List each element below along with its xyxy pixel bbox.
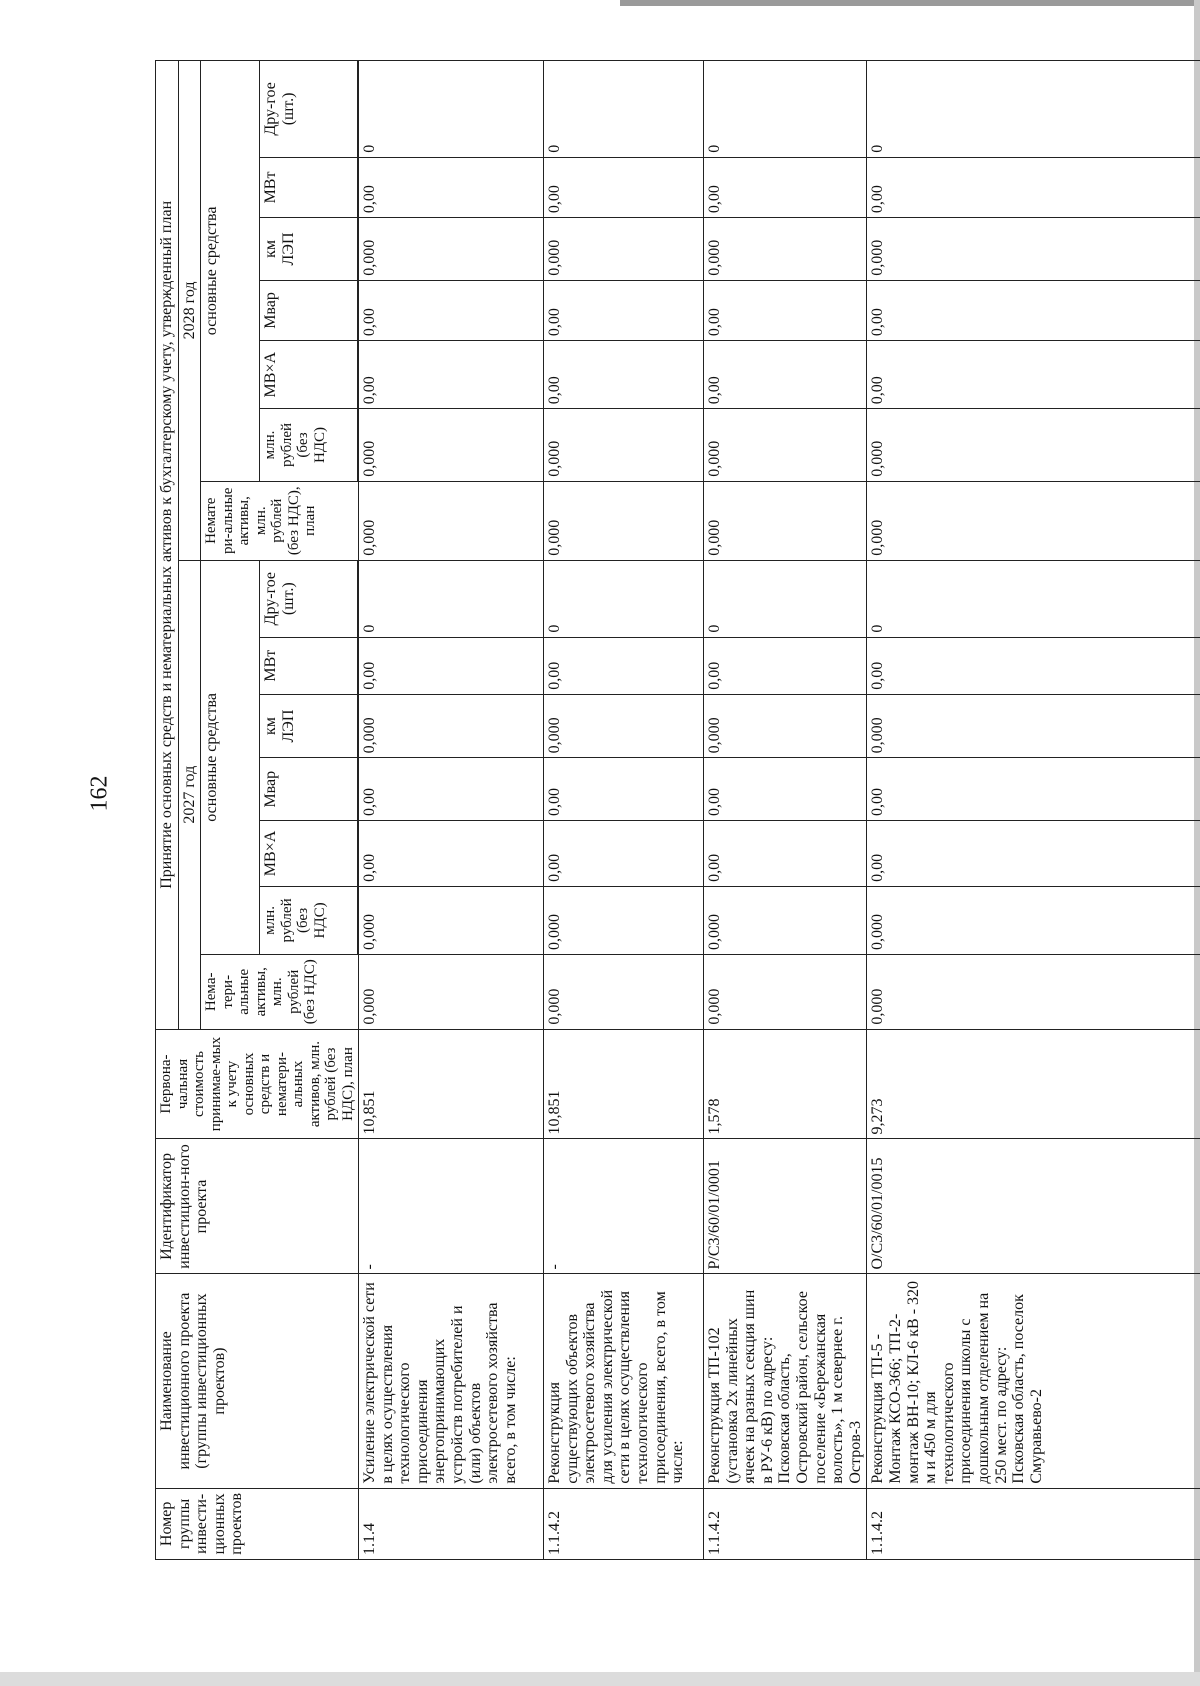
- cell-2027: 0,000: [359, 694, 544, 758]
- cell-2027: 0: [544, 560, 704, 637]
- cell-2027: 0,000: [867, 694, 1200, 758]
- cell-2028: 0,00: [359, 280, 544, 340]
- header-initial-cost: Первона-чальная стоимость принимае-мых к учету основных средств и нематери-альных активов, млн. рублей (без НДС), план: [156, 1029, 359, 1139]
- cell-2027: 0: [359, 560, 544, 637]
- cell-2028: 0,000: [359, 218, 544, 281]
- header-other-2028: Дру-гое (шт.): [260, 61, 358, 158]
- header-fixed-assets-2027: основные средства: [201, 560, 260, 954]
- row-initial-cost: 10,851: [359, 1029, 544, 1139]
- cell-2027: 0,000: [867, 954, 1200, 1029]
- cell-2028: 0,00: [359, 341, 544, 409]
- cell-2028: 0,00: [867, 157, 1200, 217]
- rotated-table-container: [155, 60, 1175, 1560]
- cell-2028: 0,00: [544, 280, 704, 340]
- header-year-2027: 2027 год: [178, 560, 201, 1029]
- scan-edge-bottom: [0, 1672, 1200, 1686]
- header-mw-2028: МВт: [260, 157, 358, 217]
- cell-2027: 0,000: [544, 694, 704, 758]
- cell-2028: 0,00: [704, 280, 867, 340]
- row-number: 1.1.4.2: [867, 1488, 1200, 1559]
- cell-2027: 0,000: [359, 954, 544, 1029]
- cell-2027: 0,000: [867, 886, 1200, 954]
- cell-2027: 0,00: [544, 758, 704, 821]
- cell-2028: 0: [544, 61, 704, 158]
- row-project-name: Усиление электрической сети в целях осуществления технологического присоединения энергопринимающих устройств потребителей и (или) объектов электросетевого хозяйства всего, в том числе:: [359, 1274, 544, 1488]
- cell-2028: 0,00: [867, 341, 1200, 409]
- header-project-name: Наименование инвестиционного проекта (группы инвестиционных проектов): [156, 1274, 359, 1488]
- cell-2028: 0: [704, 61, 867, 158]
- header-fixed-assets-2028: основные средства: [201, 61, 260, 482]
- cell-2027: 0,00: [704, 821, 867, 887]
- cell-2027: 0,000: [704, 694, 867, 758]
- row-number: 1.1.4.2: [544, 1488, 704, 1559]
- row-identifier: P/C3/60/01/0001: [704, 1139, 867, 1274]
- header-other-2027: Дру-гое (шт.): [260, 560, 358, 637]
- cell-2028: 0,000: [704, 481, 867, 560]
- table-row: [544, 61, 704, 1560]
- cell-2028: 0,00: [544, 341, 704, 409]
- header-mvar-2027: Мвар: [260, 758, 358, 821]
- header-year-2028: 2028 год: [178, 61, 201, 561]
- row-initial-cost: 1,578: [704, 1029, 867, 1139]
- table-row: [704, 61, 867, 1560]
- cell-2027: 0,000: [359, 886, 544, 954]
- cell-2027: 0,00: [867, 758, 1200, 821]
- cell-2028: 0,00: [359, 157, 544, 217]
- cell-2028: 0: [867, 61, 1200, 158]
- cell-2027: 0,000: [704, 886, 867, 954]
- cell-2028: 0,000: [544, 409, 704, 481]
- header-top-title: Принятие основных средств и нематериальных активов к бухгалтерскому учету, утвержденный план: [156, 61, 179, 1030]
- row-identifier: -: [544, 1139, 704, 1274]
- cell-2027: 0,00: [704, 637, 867, 694]
- cell-2027: 0: [867, 560, 1200, 637]
- header-intangible-2027: Нема-тери-альные активы, млн. рублей (без НДС): [201, 954, 359, 1029]
- table-row: [359, 61, 544, 1560]
- row-project-name: Реконструкция ТП-102 (установка 2х линейных ячеек на разных секция шин в РУ-6 кВ) по адресу: Псковская область, Островский район, сельское поселение «Бережанская волость», 1 м севернее г. Остров-3: [704, 1274, 867, 1488]
- cell-2027: 0,00: [704, 758, 867, 821]
- cell-2028: 0,000: [359, 409, 544, 481]
- cell-2028: 0,00: [867, 280, 1200, 340]
- cell-2028: 0,00: [704, 157, 867, 217]
- row-identifier: -: [359, 1139, 544, 1274]
- scan-edge-top: [620, 0, 1200, 6]
- row-project-name: Реконструкция существующих объектов электросетевого хозяйства для усиления электрической сети в целях осуществления технологического присоединения, всего, в том числе:: [544, 1274, 704, 1488]
- cell-2027: 0,00: [359, 758, 544, 821]
- cell-2028: 0,00: [544, 157, 704, 217]
- row-identifier: O/C3/60/01/0015: [867, 1139, 1200, 1274]
- row-number: 1.1.4.2: [704, 1488, 867, 1559]
- header-intangible-2028: Немате ри-альные активы, млн. рублей (без НДС), план: [201, 481, 359, 560]
- cell-2027: 0,00: [544, 637, 704, 694]
- cell-2027: 0: [704, 560, 867, 637]
- header-km-2028: км ЛЭП: [260, 218, 358, 281]
- row-number: 1.1.4: [359, 1488, 544, 1559]
- cell-2028: 0,000: [704, 409, 867, 481]
- header-mw-2027: МВт: [260, 637, 358, 694]
- cell-2027: 0,000: [544, 954, 704, 1029]
- cell-2028: 0,000: [544, 218, 704, 281]
- table-row: [867, 61, 1200, 1560]
- header-mln-2027: млн. рублей (без НДС): [260, 886, 358, 954]
- header-mln-2028: млн. рублей (без НДС): [260, 409, 358, 481]
- header-mvar-2028: Мвар: [260, 280, 358, 340]
- cell-2028: 0: [359, 61, 544, 158]
- cell-2028: 0,000: [867, 409, 1200, 481]
- row-initial-cost: 10,851: [544, 1029, 704, 1139]
- cell-2028: 0,000: [704, 218, 867, 281]
- header-group-number: Номер группы инвести-ционных проектов: [156, 1488, 359, 1559]
- cell-2027: 0,00: [359, 821, 544, 887]
- cell-2028: 0,000: [867, 481, 1200, 560]
- row-initial-cost: 9,273: [867, 1029, 1200, 1139]
- investment-table: [155, 60, 1200, 1560]
- cell-2028: 0,000: [867, 218, 1200, 281]
- header-identifier: Идентификатор инвестицион-ного проекта: [156, 1139, 359, 1274]
- header-mva-2028: МВ×А: [260, 341, 358, 409]
- cell-2027: 0,00: [544, 821, 704, 887]
- page-number: 162: [86, 775, 113, 812]
- header-km-2027: км ЛЭП: [260, 694, 358, 758]
- cell-2027: 0,00: [867, 637, 1200, 694]
- header-mva-2027: МВ×А: [260, 821, 358, 887]
- cell-2028: 0,000: [544, 481, 704, 560]
- cell-2027: 0,000: [704, 954, 867, 1029]
- row-project-name: Реконструкция ТП-5 - Монтаж КСО-366; ТП-2-монтаж ВН-10; КЛ-6 кВ - 320 м и 450 м для технологического присоединения школы с дошкольным отделением на 250 мест. по адресу: Псковская область, поселок Смуравьево-2: [867, 1274, 1200, 1488]
- cell-2028: 0,000: [359, 481, 544, 560]
- cell-2027: 0,00: [867, 821, 1200, 887]
- cell-2028: 0,00: [704, 341, 867, 409]
- cell-2027: 0,00: [359, 637, 544, 694]
- cell-2027: 0,000: [544, 886, 704, 954]
